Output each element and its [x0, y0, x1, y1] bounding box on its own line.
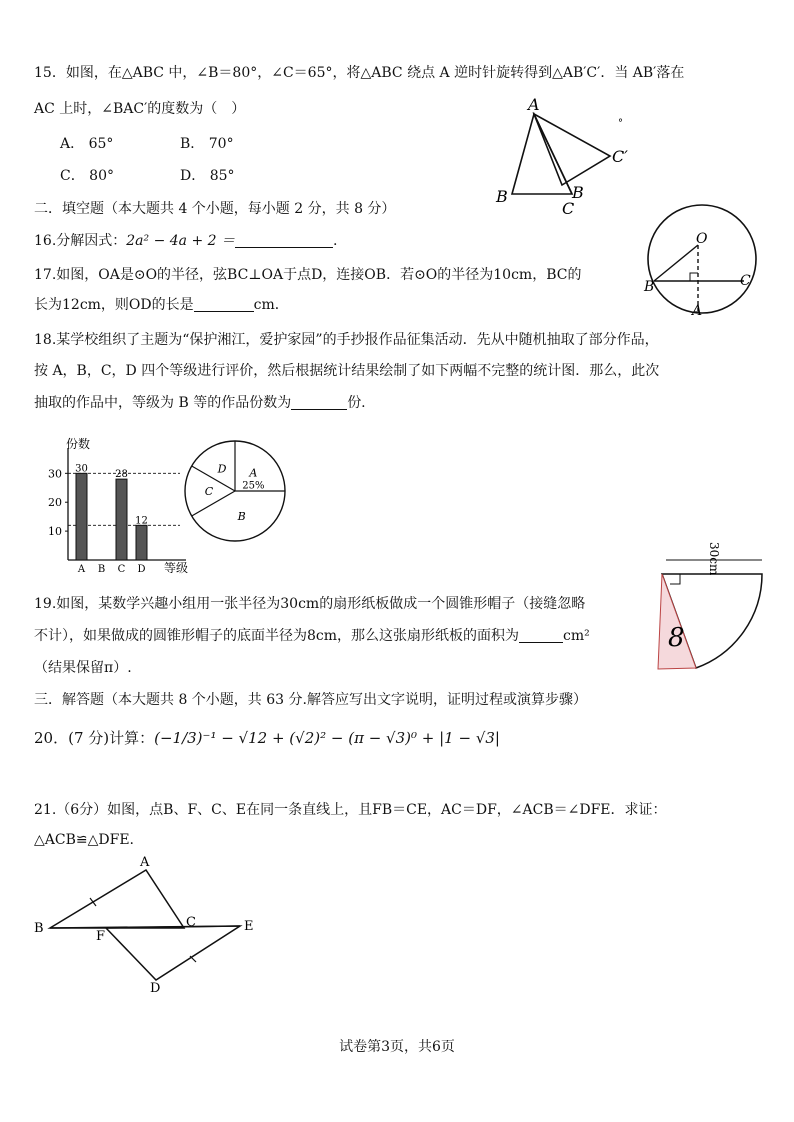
section3-heading: 三．解答题（本大题共 8 个小题，共 63 分.解答应写出文字说明，证明过程或演算步骤） [34, 692, 587, 708]
stray-dot: ° [618, 118, 623, 129]
label-c-prime: C′ [612, 147, 628, 166]
y-tick-label: 30 [48, 467, 62, 481]
q15-triangle-figure [490, 90, 640, 220]
cutout-region [658, 574, 696, 669]
label-d: D [150, 981, 161, 996]
pie-label-a: A [249, 466, 258, 480]
triangle-acb [50, 870, 184, 928]
q17-line2: 长为12cm，则OD的长是 cm． [34, 297, 289, 313]
label-b: B [644, 279, 655, 295]
q21-line2: △ACB≌△DFE. [34, 832, 134, 848]
label-f: F [96, 929, 106, 944]
section2-heading: 二．填空题（本大题共 4 个小题，每小题 2 分，共 8 分） [34, 201, 396, 217]
q18-bar-chart [40, 436, 200, 576]
page-footer: 试卷第3页，共6页 [339, 1039, 455, 1055]
q18-line2: 按 A，B，C，D 四个等级进行评价，然后根据统计结果绘制了如下两幅不完整的统计图．那么，此次 [34, 363, 660, 379]
y-tick-label: 10 [48, 525, 62, 539]
label-e: E [244, 919, 254, 934]
circle-o [648, 205, 756, 313]
q17-answer-blank [194, 297, 254, 312]
bar-a [76, 473, 87, 560]
x-tick-label-a: A [77, 564, 86, 575]
x-tick-label-b: B [97, 564, 106, 575]
label-c: C [186, 915, 196, 930]
data-label-d: 12 [135, 515, 148, 527]
segment-ac [534, 114, 572, 194]
label-o: O [696, 231, 708, 247]
q18-answer-blank [291, 395, 347, 410]
radius-ob [654, 245, 698, 281]
q19-line2: 不计），如果做成的圆锥形帽子的底面半径为8cm，那么这张扇形纸板的面积为 cm² [34, 628, 590, 644]
tick-ab [90, 898, 96, 906]
pie-divider [192, 491, 235, 516]
data-label-c: 28 [115, 469, 128, 481]
label-b: B [496, 187, 508, 206]
q16-answer-blank [235, 233, 333, 248]
bar-d [136, 525, 147, 560]
q15-option-b: B． 70° [180, 136, 234, 152]
y-tick-label: 20 [48, 496, 62, 510]
bar-c [116, 479, 127, 560]
q19-answer-blank [519, 628, 563, 643]
pie-label-c: C [204, 485, 214, 498]
label-a: A [528, 95, 540, 114]
q16-line: 16.分解因式：2a² − 4a + 2 ＝ . [34, 233, 338, 249]
q19-sector-figure [640, 544, 780, 684]
label-a: A [140, 855, 150, 870]
triangle-abc [512, 114, 572, 194]
data-label-a: 30 [75, 463, 88, 475]
label-b: B [34, 921, 44, 936]
q17-line1: 17.如图，OA是⊙O的半径，弦BC⊥OA于点D，连接OB．若⊙O的半径为10cm，BC的 [34, 267, 582, 283]
x-tick-label-d: D [137, 564, 146, 575]
right-angle-mark [670, 574, 680, 584]
x-tick-label-c: C [117, 564, 126, 575]
label-c: C [562, 199, 575, 218]
bar-chart-xlabel: 等级 [164, 561, 189, 575]
q19-line1: 19.如图，某数学兴趣小组用一张半径为30cm的扇形纸板做成一个圆锥形帽子（接缝忽略 [34, 596, 586, 612]
label-b-prime: B [572, 183, 584, 202]
q15-line1: 15．如图，在△ABC 中，∠B＝80°，∠C＝65°，将△ABC 绕点 A 逆时针旋转得到△AB′C′．当 AB′落在 [34, 65, 685, 81]
pie-annotation-a: 25% [242, 480, 265, 492]
q15-option-c: C． 80° [60, 168, 114, 184]
q19-line3: （结果保留π）. [34, 660, 132, 676]
bar-chart-ylabel: 份数 [66, 437, 91, 451]
pie-divider [192, 466, 235, 491]
q18-line3: 抽取的作品中，等级为 B 等的作品份数为 份. [34, 395, 366, 411]
label-c: C [740, 273, 751, 289]
label-a: A [692, 303, 703, 319]
q20-line: 20．(7 分)计算：(−1/3)⁻¹ − √12 + (√2)² − (π − √3)⁰ + |1 − √3| [34, 729, 500, 747]
handwritten-8: 8 [668, 623, 685, 653]
q17-circle-figure [640, 205, 770, 317]
q15-option-a: A． 65° [60, 136, 114, 152]
triangle-ab-prime-c-prime [534, 114, 610, 185]
radius-label: 30cm [707, 542, 721, 576]
pie-label-d: D [217, 462, 227, 476]
q21-triangles-figure [30, 856, 270, 996]
q18-pie-chart [180, 436, 290, 546]
right-angle-mark [690, 273, 698, 281]
pie-label-b: B [237, 510, 246, 524]
q15-line2: AC 上时，∠BAC′的度数为（ ） [34, 101, 246, 117]
q18-line1: 18.某学校组织了主题为“保护湘江，爱护家园”的手抄报作品征集活动．先从中随机抽取了部分作品， [34, 332, 659, 348]
q15-option-d: D． 85° [180, 168, 235, 184]
q21-line1: 21.（6分）如图，点B、F、C、E在同一条直线上，且FB＝CE，AC＝DF，∠ACB＝∠DFE．求证： [34, 802, 667, 818]
triangle-dfe [106, 926, 240, 980]
